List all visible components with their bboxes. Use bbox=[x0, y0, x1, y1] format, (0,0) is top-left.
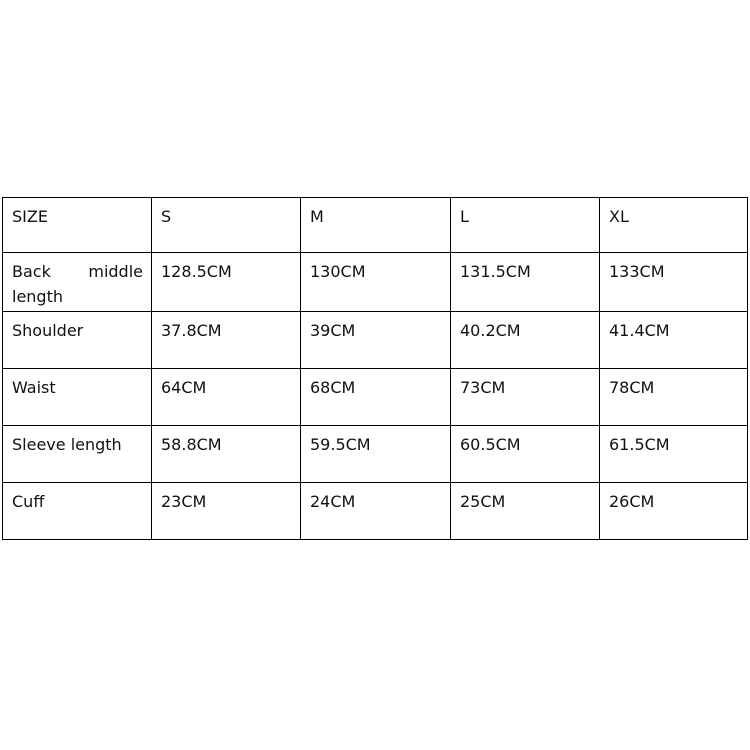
row-label-shoulder: Shoulder bbox=[3, 312, 152, 369]
value-cell: 41.4CM bbox=[600, 312, 748, 369]
table-row-waist bbox=[3, 369, 748, 426]
value-cell: 25CM bbox=[451, 483, 600, 540]
table-row-sleeve-length bbox=[3, 426, 748, 483]
value-cell: 128.5CM bbox=[152, 253, 301, 312]
value-cell: 26CM bbox=[600, 483, 748, 540]
table-row-back-middle-length bbox=[3, 253, 748, 312]
table-header-row bbox=[3, 198, 748, 253]
row-label-back-middle-length bbox=[3, 253, 152, 312]
value-cell: 78CM bbox=[600, 369, 748, 426]
row-label-sleeve-length: Sleeve length bbox=[3, 426, 152, 483]
value-cell: 133CM bbox=[600, 253, 748, 312]
row-label-cuff: Cuff bbox=[3, 483, 152, 540]
header-cell-xl: XL bbox=[600, 198, 748, 253]
value-cell: 68CM bbox=[301, 369, 451, 426]
value-cell: 24CM bbox=[301, 483, 451, 540]
value-cell: 130CM bbox=[301, 253, 451, 312]
value-cell: 73CM bbox=[451, 369, 600, 426]
table-row-cuff bbox=[3, 483, 748, 540]
row-label-line-1: Back middle bbox=[12, 262, 143, 281]
value-cell: 131.5CM bbox=[451, 253, 600, 312]
value-cell: 23CM bbox=[152, 483, 301, 540]
value-cell: 61.5CM bbox=[600, 426, 748, 483]
value-cell: 60.5CM bbox=[451, 426, 600, 483]
row-label-waist: Waist bbox=[3, 369, 152, 426]
header-cell-s: S bbox=[152, 198, 301, 253]
table-row-shoulder bbox=[3, 312, 748, 369]
header-cell-size: SIZE bbox=[3, 198, 152, 253]
value-cell: 37.8CM bbox=[152, 312, 301, 369]
value-cell: 39CM bbox=[301, 312, 451, 369]
value-cell: 40.2CM bbox=[451, 312, 600, 369]
row-label-line-2: length bbox=[12, 287, 63, 306]
header-cell-l: L bbox=[451, 198, 600, 253]
size-chart-table bbox=[2, 197, 748, 540]
value-cell: 64CM bbox=[152, 369, 301, 426]
header-cell-m: M bbox=[301, 198, 451, 253]
value-cell: 59.5CM bbox=[301, 426, 451, 483]
value-cell: 58.8CM bbox=[152, 426, 301, 483]
